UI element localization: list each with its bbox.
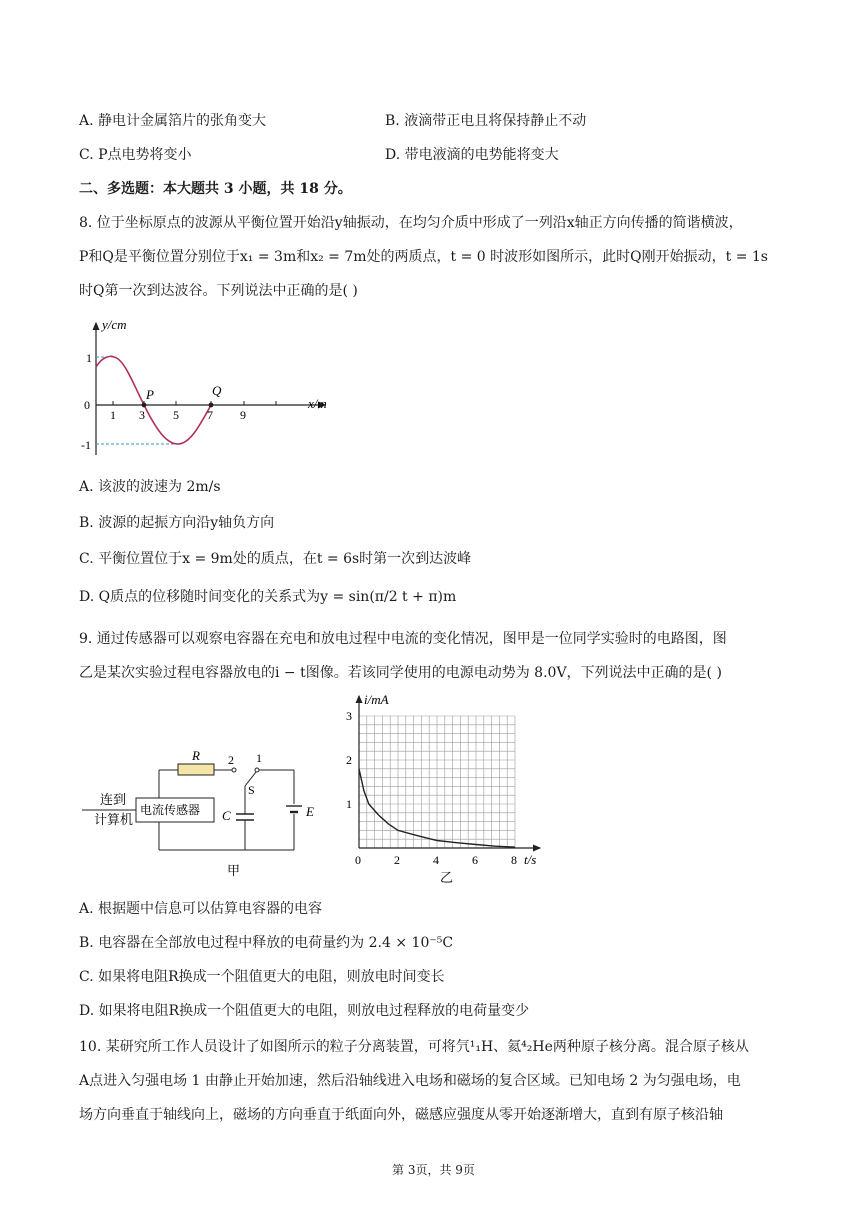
caption-yi: 乙 [440, 870, 454, 885]
resistor-r [178, 764, 214, 775]
label-e: E [306, 804, 314, 819]
q8-wave-figure [80, 315, 340, 465]
q9-circuit-diagram [80, 748, 330, 878]
graph-xtick-0: 0 [355, 853, 361, 867]
q8-point-q: Q [212, 383, 222, 398]
q8-stem-line3: 时Q第一次到达波谷。下列说法中正确的是( ) [79, 283, 358, 299]
graph-xtick-6: 6 [472, 853, 478, 867]
q9-option-d: D. 如果将电阻R换成一个阻值更大的电阻，则放电过程释放的电荷量变少 [79, 1003, 530, 1019]
q8-xtick-7: 7 [207, 408, 213, 422]
q10-stem-line1: 10. 某研究所工作人员设计了如图所示的粒子分离装置，可将氕¹₁H、氦⁴₂He两种原子核分离。混合原子核从 [79, 1039, 749, 1055]
q8-stem-line1: 8. 位于坐标原点的波源从平衡位置开始沿y轴振动，在均匀介质中形成了一列沿x轴正方向传播的简谐横波， [79, 215, 743, 231]
label-sensor: 电流传感器 [140, 803, 201, 817]
label-switch-1: 1 [256, 751, 262, 765]
q7-option-d: D. 带电液滴的电势能将变大 [385, 147, 559, 163]
label-c: C [222, 808, 231, 823]
caption-jia: 甲 [227, 863, 241, 878]
q9-option-c: C. 如果将电阻R换成一个阻值更大的电阻，则放电时间变长 [79, 969, 445, 985]
q8-option-d: D. Q质点的位移随时间变化的关系式为y = sin(π/2 t + π)m [79, 589, 457, 605]
q8-option-a: A. 该波的波速为 2m/s [79, 479, 221, 495]
label-connect-line2: 计算机 [94, 812, 134, 827]
label-r: R [192, 748, 200, 763]
q9-stem-line2: 乙是某次实验过程电容器放电的i − t图像。若该同学使用的电源电动势为 8.0V，下列说法中正确的是( ) [79, 665, 722, 681]
q9-stem-line1: 9. 通过传感器可以观察电容器在充电和放电过程中电流的变化情况，图甲是一位同学实验时的电路图，图 [79, 631, 727, 647]
q9-discharge-graph [340, 690, 555, 885]
graph-xtick-2: 2 [394, 853, 400, 867]
q8-stem-line2: P和Q是平衡位置分别位于x₁ = 3m和x₂ = 7m处的两质点，t = 0 时波形如图所示，此时Q刚开始振动，t = 1s [79, 249, 768, 265]
graph-xtick-4: 4 [433, 853, 439, 867]
graph-xtick-8: 8 [511, 853, 517, 867]
section-heading: 二、多选题：本大题共 3 小题，共 18 分。 [79, 181, 352, 197]
graph-ylabel: i/mA [364, 692, 389, 707]
q9-option-b: B. 电容器在全部放电过程中释放的电荷量约为 2.4 × 10⁻⁵C [79, 935, 454, 951]
q8-origin: 0 [84, 398, 90, 412]
q10-stem-line2: A点进入匀强电场 1 由静止开始加速，然后沿轴线进入电场和磁场的复合区域。已知电场 2 为匀强电场，电 [79, 1073, 741, 1089]
graph-xlabel: t/s [524, 852, 537, 867]
q8-ylabel: y/cm [102, 317, 127, 332]
label-switch-2: 2 [228, 753, 234, 767]
q8-xtick-5: 5 [173, 408, 179, 422]
q8-ytick-pos: 1 [86, 351, 92, 365]
graph-ytick-3: 3 [346, 709, 352, 723]
q8-option-c: C. 平衡位置位于x = 9m处的质点，在t = 6s时第一次到达波峰 [79, 551, 472, 567]
label-connect-line1: 连到 [100, 792, 127, 807]
q7-option-b: B. 液滴带正电且将保持静止不动 [385, 113, 587, 129]
q7-option-a: A. 静电计金属箔片的张角变大 [79, 113, 267, 129]
q8-point-p: P [146, 387, 154, 402]
label-s: S [248, 783, 255, 797]
q8-option-b: B. 波源的起振方向沿y轴负方向 [79, 515, 275, 531]
q8-xtick-9: 9 [240, 408, 246, 422]
q8-xtick-1: 1 [110, 408, 116, 422]
q10-stem-line3: 场方向垂直于轴线向上，磁场的方向垂直于纸面向外，磁感应强度从零开始逐渐增大，直到有原子核沿轴 [79, 1107, 723, 1123]
q9-option-a: A. 根据题中信息可以估算电容器的电容 [79, 901, 323, 917]
page-footer: 第 3页，共 9页 [392, 1163, 475, 1177]
graph-ytick-1: 1 [346, 797, 352, 811]
q8-ytick-neg: -1 [81, 438, 91, 452]
graph-ytick-2: 2 [346, 753, 352, 767]
q8-xtick-3: 3 [139, 408, 145, 422]
q8-xlabel: x/m [308, 396, 327, 411]
q7-option-c: C. P点电势将变小 [79, 147, 192, 163]
